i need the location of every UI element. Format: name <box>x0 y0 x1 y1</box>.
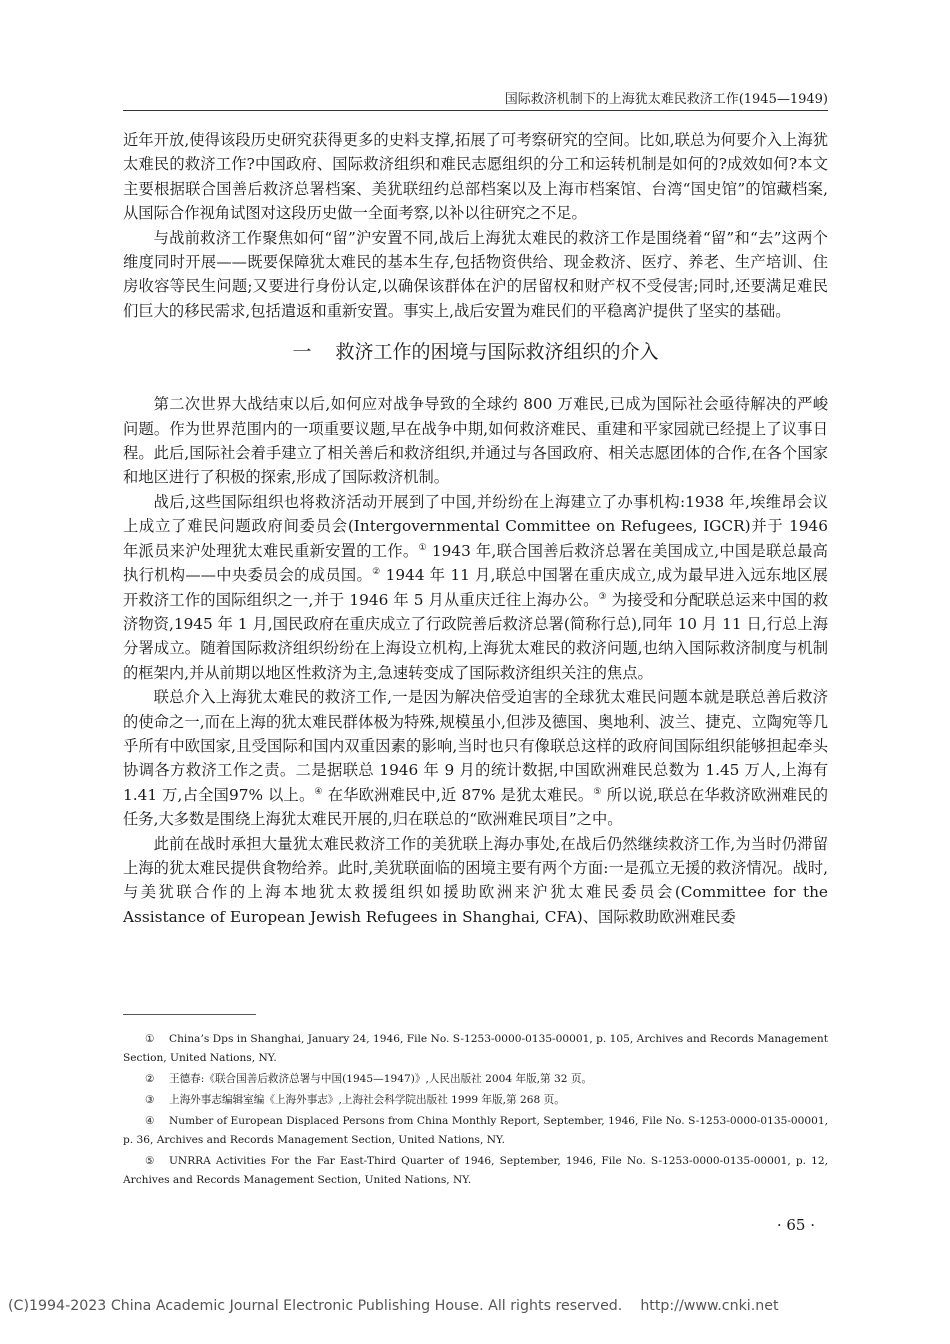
footnote-mark: ⑤ <box>145 1155 155 1167</box>
footnote-ref[interactable]: ④ <box>314 786 323 797</box>
footnote-mark: ① <box>145 1033 155 1045</box>
paragraph <box>123 392 828 490</box>
footnote <box>123 1070 828 1089</box>
footnote-ref[interactable]: ⑤ <box>593 786 602 797</box>
text-run: 1944 年 11 月,联总中国署在重庆成立,成为最早进入远东地区展开救济工作的国际组织之一,并于 1946 年 5 月从重庆迁往上海办公。 <box>123 566 828 609</box>
text-run: 联总介入上海犹太难民的救济工作,一是因为解决倍受迫害的全球犹太难民问题本就是联总善后救济的使命之一,而在上海的犹太难民群体极为特殊,规模虽小,但涉及德国、奥地利、波兰、捷克、立陶宛等几乎所有中欧国家,且受国际和国内双重因素的影响,当时也只有像联总这样的政府间国际组织能够担起牵头协调各方救济工作之责。二是据联总 1946 年 9 月的统计数据,中国欧洲难民总数为 1.45 万人,上海有 1.41 万,占全国97% 以上。 <box>123 688 828 804</box>
copyright-text: (C)1994-2023 China Academic Journal Electronic Publishing House. All rights reserved. <box>8 1298 623 1314</box>
page-number: · 65 · <box>776 1216 815 1234</box>
footnote-text: UNRRA Activities For the Far East-Third Quarter of 1946, September, 1946, File No. S-1253-0000-0135-00001, p. 12, Archives and Records Management Section, United Nations, NY. <box>123 1155 828 1186</box>
section-title: 救济工作的困境与国际救济组织的介入 <box>335 341 659 364</box>
footnote-mark: ③ <box>145 1094 155 1106</box>
section-number: 一 <box>292 341 312 364</box>
paragraphs-before <box>123 128 828 323</box>
footnote-ref[interactable]: ③ <box>598 591 607 602</box>
footnote-text: Number of European Displaced Persons from China Monthly Report, September, 1946, File No. S-1253-0000-0135-00001, p. 36, Archives and Records Management Section, United Nations, NY. <box>123 1115 828 1146</box>
body-text <box>123 128 828 929</box>
text-run: 为接受和分配联总运来中国的救济物资,1945 年 1 月,国民政府在重庆成立了行政院善后救济总署(简称行总),同年 10 月 11 日,行总上海分署成立。随着国际救济组织纷纷在上海设立机构,上海犹太难民的救济问题,也纳入国际救济制度与机制的框架内,并从前期以地区性救济为主,急速转变成了国际救济组织关注的焦点。 <box>123 590 828 682</box>
paragraph <box>123 685 828 831</box>
text-run: 近年开放,使得该段历史研究获得更多的史料支撑,拓展了可考察研究的空间。比如,联总为何要介入上海犹太难民的救济工作?中国政府、国际救济组织和难民志愿组织的分工和运转机制是如何的?成效如何?本文主要根据联合国善后救济总署档案、美犹联纽约总部档案以及上海市档案馆、台湾“国史馆”的馆藏档案,从国际合作视角试图对这段历史做一全面考察,以补以往研究之不足。 <box>123 131 828 223</box>
footnote-text: 王德春:《联合国善后救济总署与中国(1945—1947)》,人民出版社 2004 年版,第 32 页。 <box>169 1073 593 1085</box>
paragraph <box>123 226 828 324</box>
paragraph <box>123 832 828 930</box>
footnote <box>123 1091 828 1110</box>
header-rule <box>123 110 828 111</box>
text-run: 此前在战时承担大量犹太难民救济工作的美犹联上海办事处,在战后仍然继续救济工作,为当时仍滞留上海的犹太难民提供食物给养。此时,美犹联面临的困境主要有两个方面:一是孤立无援的救济情况。战时,与美犹联合作的上海本地犹太救援组织如援助欧洲来沪犹太难民委员会(Committee for the Assistance of European Jewish Refugees in Shanghai, CFA)、国际救助欧洲难民委 <box>123 834 828 926</box>
footnote <box>123 1030 828 1068</box>
text-run: 与战前救济工作聚焦如何“留”沪安置不同,战后上海犹太难民的救济工作是围绕着“留”和“去”这两个维度同时开展——既要保障犹太难民的基本生存,包括物资供给、现金救济、医疗、养老、生产培训、住房收容等民生问题;又要进行身份认定,以确保该群体在沪的居留权和财产权不受侵害;同时,还要满足难民们巨大的移民需求,包括遣返和重新安置。事实上,战后安置为难民们的平稳离沪提供了坚实的基础。 <box>123 228 828 320</box>
copyright-line <box>8 1298 779 1314</box>
footnote <box>123 1112 828 1150</box>
cnki-link[interactable]: http://www.cnki.net <box>640 1298 779 1314</box>
footnote-mark: ④ <box>145 1115 155 1127</box>
footnote-ref[interactable]: ② <box>372 567 381 577</box>
footnote-rule <box>123 1014 256 1015</box>
text-run: 在华欧洲难民中,近 87% 是犹太难民。 <box>322 785 594 804</box>
footnote-text: 上海外事志编辑室编《上海外事志》,上海社会科学院出版社 1999 年版,第 268 页。 <box>169 1094 565 1106</box>
text-run: 第二次世界大战结束以后,如何应对战争导致的全球约 800 万难民,已成为国际社会亟待解决的严峻问题。作为世界范围内的一项重要议题,早在战争中期,如何救济难民、重建和平家园就已经提上了议事日程。此后,国际社会着手建立了相关善后和救济组织,并通过与各国政府、相关志愿团体的合作,在各个国家和地区进行了积极的探索,形成了国际救济机制。 <box>123 395 828 487</box>
text-run: 1943 年,联合国善后救济总署在美国成立,中国是联总最高执行机构——中央委员会的成员国。 <box>123 541 828 585</box>
footnote-mark: ② <box>145 1073 155 1085</box>
footnote-text: China’s Dps in Shanghai, January 24, 1946, File No. S-1253-0000-0135-00001, p. 105, Archives and Records Management Section, United Nations, NY. <box>123 1033 828 1064</box>
section-heading <box>123 339 828 365</box>
paragraph <box>123 490 828 685</box>
text-run: 所以说,联总在华救济欧洲难民的任务,大多数是围绕上海犹太难民开展的,归在联总的“欧洲难民项目”之中。 <box>123 785 828 829</box>
footnote-ref[interactable]: ① <box>418 542 427 553</box>
paragraphs-after <box>123 392 828 929</box>
running-head: 国际救济机制下的上海犹太难民救济工作(1945—1949) <box>504 92 828 107</box>
footnotes <box>123 1030 828 1192</box>
text-run: 战后,这些国际组织也将救济活动开展到了中国,并纷纷在上海建立了办事机构:1938 年,埃维昂会议上成立了难民问题政府间委员会(Intergovernmental Committee on Refugees, IGCR)并于 1946 年派员来沪处理犹太难民重新安置的工作。 <box>123 492 828 560</box>
footnote <box>123 1152 828 1190</box>
paragraph <box>123 128 828 226</box>
